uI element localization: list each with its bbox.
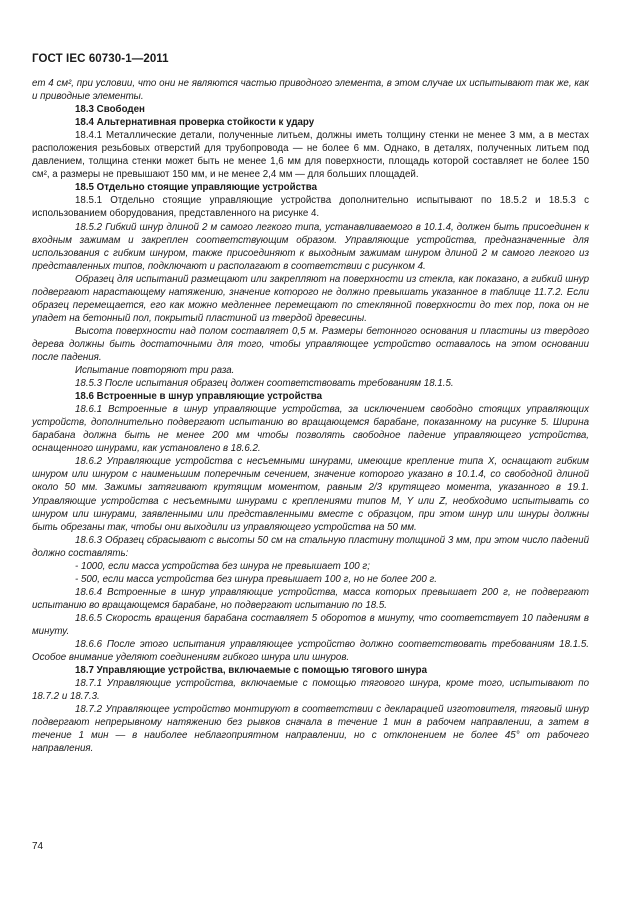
paragraph: 18.6.6 После этого испытания управляющее устройство должно соответствовать требованиям 18.1.5. Особое внимание уделяют соединениям гибкого шнура или шнуров. [32, 639, 589, 664]
paragraph: 18.6.5 Скорость вращения барабана составляет 5 оборотов в минуту, что соответствует 10 падениям в минуту. [32, 612, 589, 637]
paragraph: 18.7.1 Управляющие устройства, включаемые с помощью тягового шнура, кроме того, испытывают по 18.7.2 и 18.7.3. [32, 678, 589, 703]
paragraph: 18.6.2 Управляющие устройства с несъемными шнурами, имеющие крепление типа X, оснащают гибким шнуром или шнуром с наименьшим поперечным сечением, значение которого указано в 10.1.4, со свободной длиной около 50 мм. Зажимы затягивают крутящим моментом, равным 2/3 крутящего момента, указанного в 19.1. Управляющие устройства с несъемными шнурами с креплениями типов M, Y или Z, необходимо испытывать со шнуром или шнурами, заявленными или представленными вместе с образцом, при этом шнур или шнуры должны быть обрезаны так, чтобы они выходили из управляющего устройства на 50 мм. [32, 456, 589, 533]
section-heading: 18.5 Отдельно стоящие управляющие устройства [75, 182, 318, 194]
page-body [32, 77, 589, 755]
paragraph: - 500, если масса устройства без шнура превышает 100 г, но не более 200 г. [75, 573, 437, 585]
section-heading: 18.6 Встроенные в шнур управляющие устройства [75, 391, 323, 403]
paragraph: ет 4 см², при условии, что они не являются частью приводного элемента, в этом случае их испытывают так же, как и приводные элементы. [32, 78, 589, 103]
paragraph: 18.5.3 После испытания образец должен соответствовать требованиям 18.1.5. [75, 378, 454, 390]
paragraph: Высота поверхности над полом составляет 0,5 м. Размеры бетонного основания и пластины из твердого дерева должны быть достаточными для того, чтобы управляющее устройство оставалось на этом основании после падения. [32, 325, 589, 363]
section-heading: 18.7 Управляющие устройства, включаемые с помощью тягового шнура [75, 665, 428, 677]
paragraph: 18.6.4 Встроенные в шнур управляющие устройства, масса которых превышает 200 г, не подвергают испытанию во вращающемся барабане, но подвергают испытанию по 18.5. [32, 586, 589, 611]
document-header: ГОСТ IEC 60730-1—2011 [32, 53, 169, 65]
paragraph: 18.6.3 Образец сбрасывают с высоты 50 см на стальную пластину толщиной 3 мм, при этом число падений должно составлять: [32, 534, 589, 559]
paragraph: 18.7.2 Управляющее устройство монтируют в соответствии с декларацией изготовителя, тяговый шнур подвергают непрерывному натяжению без рывков сначала в течение 1 мин в рабочем направлении, а затем в течение 1 мин — в наиболее неблагоприятном направлении, но с отклонением не более 45° от рабочего направления. [32, 704, 589, 755]
page-number: 74 [32, 841, 44, 852]
paragraph: 18.6.1 Встроенные в шнур управляющие устройства, за исключением свободно стоящих управляющих устройств, дополнительно подвергают испытанию во вращающемся барабане, показанному на рисунке 5. Ширина барабана должна быть не менее 200 мм чтобы позволять свободное падение управляющего устройства, оснащенного шнурами, как установлено в 18.6.2. [32, 404, 589, 455]
paragraph: 18.4.1 Металлические детали, полученные литьем, должны иметь толщину стенки не менее 3 мм, а в местах расположения резьбовых отверстий для трубопровода — не более 6 мм. Однако, в деталях, полученных литьем под давлением, толщина стенки может быть не менее 1,6 мм для поверхности, площадь которой составляет не более 150 см², а размеры не превышают 150 мм, и не менее 2,4 мм — для больших площадей. [32, 130, 589, 181]
paragraph: Образец для испытаний размещают или закрепляют на поверхности из стекла, как показано, а гибкий шнур подвергают нарастающему натяжению, значение которого не должно превышать указанное в таблице 11.7.2. Если образец перемещается, его как можно медленнее перемещают по стеклянной поверхности до тех пор, пока он не упадет на бетонный пол, покрытый пластиной из твердой древесины. [32, 273, 589, 324]
section-heading: 18.3 Свободен [75, 104, 145, 116]
paragraph: 18.5.2 Гибкий шнур длиной 2 м самого легкого типа, устанавливаемого в 10.1.4, должен быть присоединен к входным зажимам и закреплен соответствующим образом. Управляющие устройства, предназначенные для использования с гибким шнуром, также присоединяют к выходным зажимам шнуром длиной 2 м самого легкого из представленных типов, подключают и располагают в соответствии с рисунком 4. [32, 221, 589, 272]
paragraph: - 1000, если масса устройства без шнура не превышает 100 г; [75, 560, 370, 572]
paragraph: Испытание повторяют три раза. [75, 365, 235, 377]
section-heading: 18.4 Альтернативная проверка стойкости к удару [75, 117, 315, 129]
paragraph: 18.5.1 Отдельно стоящие управляющие устройства дополнительно испытывают по 18.5.2 и 18.5.3 с использованием оборудования, представленного на рисунке 4. [32, 195, 589, 220]
